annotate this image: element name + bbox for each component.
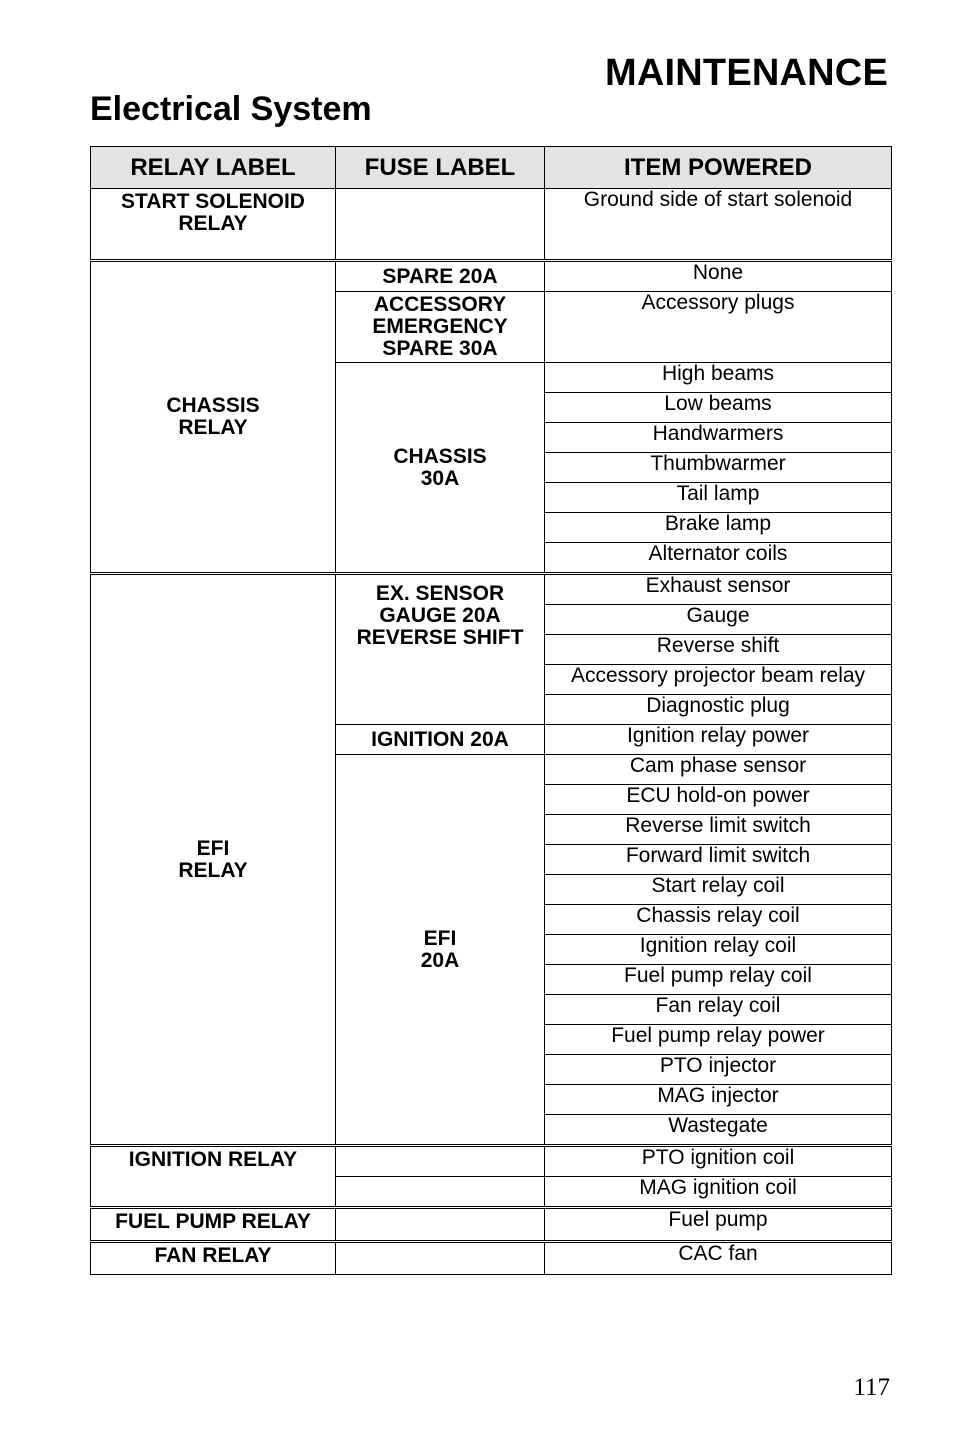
item-powered: Forward limit switch bbox=[545, 845, 892, 875]
fuse-label-empty bbox=[336, 1177, 545, 1208]
item-powered: Wastegate bbox=[545, 1115, 892, 1146]
column-header-fuse-label: FUSE LABEL bbox=[336, 147, 545, 189]
item-powered: Low beams bbox=[545, 393, 892, 423]
item-powered: Accessory plugs bbox=[545, 292, 892, 363]
item-powered: Fuel pump relay coil bbox=[545, 965, 892, 995]
item-powered: MAG ignition coil bbox=[545, 1177, 892, 1208]
fuse-label-spare-20a: SPARE 20A bbox=[336, 261, 545, 292]
item-powered: Ground side of start solenoid bbox=[545, 189, 892, 261]
fuse-label-empty bbox=[336, 1208, 545, 1242]
fuse-label-accessory: ACCESSORY EMERGENCY SPARE 30A bbox=[336, 292, 545, 363]
item-powered: Cam phase sensor bbox=[545, 755, 892, 785]
item-powered: PTO injector bbox=[545, 1055, 892, 1085]
item-powered: Ignition relay power bbox=[545, 725, 892, 755]
item-powered: Fuel pump bbox=[545, 1208, 892, 1242]
fuse-label-empty bbox=[336, 1242, 545, 1275]
table-row bbox=[91, 1208, 892, 1242]
item-powered: Accessory projector beam relay bbox=[545, 665, 892, 695]
relay-label-start-solenoid: START SOLENOID RELAY bbox=[91, 189, 336, 261]
table-header-row bbox=[91, 147, 892, 189]
fuse-label-ignition-20a: IGNITION 20A bbox=[336, 725, 545, 755]
section-title: Electrical System bbox=[90, 90, 372, 128]
relay-label-fuel-pump: FUEL PUMP RELAY bbox=[91, 1208, 336, 1242]
item-powered: Brake lamp bbox=[545, 513, 892, 543]
item-powered: Start relay coil bbox=[545, 875, 892, 905]
item-powered: Ignition relay coil bbox=[545, 935, 892, 965]
item-powered: Fuel pump relay power bbox=[545, 1025, 892, 1055]
table-row bbox=[91, 261, 892, 292]
table-row bbox=[91, 1146, 892, 1177]
relay-label-efi: EFI RELAY bbox=[91, 574, 336, 1146]
item-powered: None bbox=[545, 261, 892, 292]
item-powered: Reverse limit switch bbox=[545, 815, 892, 845]
table-row bbox=[91, 574, 892, 605]
item-powered: PTO ignition coil bbox=[545, 1146, 892, 1177]
item-powered: Gauge bbox=[545, 605, 892, 635]
item-powered: ECU hold-on power bbox=[545, 785, 892, 815]
column-header-relay-label: RELAY LABEL bbox=[91, 147, 336, 189]
page-number: 117 bbox=[853, 1374, 890, 1401]
fuse-label-chassis-30a: CHASSIS 30A bbox=[336, 363, 545, 574]
item-powered: Handwarmers bbox=[545, 423, 892, 453]
relay-label-ignition: IGNITION RELAY bbox=[91, 1146, 336, 1208]
item-powered: CAC fan bbox=[545, 1242, 892, 1275]
relay-label-chassis: CHASSIS RELAY bbox=[91, 261, 336, 574]
item-powered: Thumbwarmer bbox=[545, 453, 892, 483]
item-powered: MAG injector bbox=[545, 1085, 892, 1115]
relay-label-fan: FAN RELAY bbox=[91, 1242, 336, 1275]
item-powered: Diagnostic plug bbox=[545, 695, 892, 725]
item-powered: Tail lamp bbox=[545, 483, 892, 513]
fuse-label-empty bbox=[336, 189, 545, 261]
chapter-title: MAINTENANCE bbox=[605, 52, 888, 94]
item-powered: Exhaust sensor bbox=[545, 574, 892, 605]
fuse-label-efi-20a: EFI 20A bbox=[336, 755, 545, 1146]
item-powered: Chassis relay coil bbox=[545, 905, 892, 935]
relay-fuse-table bbox=[90, 146, 892, 1275]
item-powered: High beams bbox=[545, 363, 892, 393]
fuse-label-ex-sensor: EX. SENSOR GAUGE 20A REVERSE SHIFT bbox=[336, 574, 545, 725]
item-powered: Fan relay coil bbox=[545, 995, 892, 1025]
table-row bbox=[91, 1242, 892, 1275]
fuse-label-empty bbox=[336, 1146, 545, 1177]
column-header-item-powered: ITEM POWERED bbox=[545, 147, 892, 189]
item-powered: Reverse shift bbox=[545, 635, 892, 665]
item-powered: Alternator coils bbox=[545, 543, 892, 574]
table-row bbox=[91, 189, 892, 261]
